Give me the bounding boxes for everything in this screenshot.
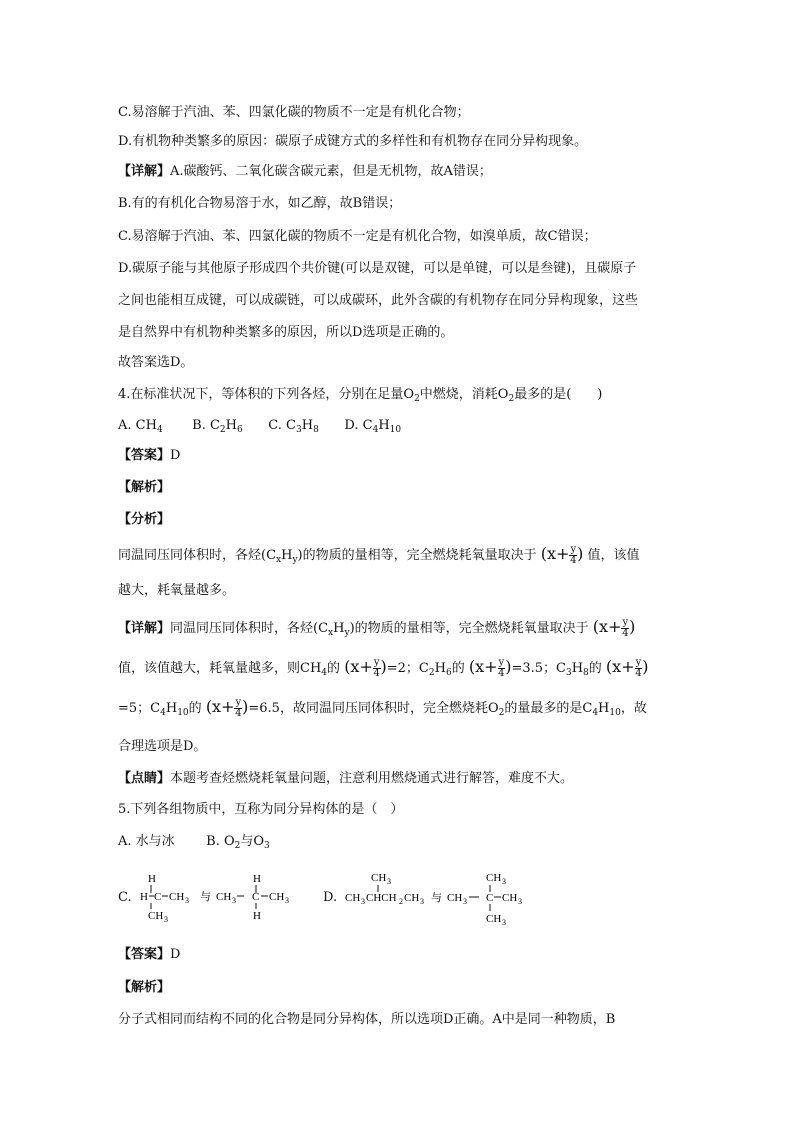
option-c: C. $C_3H_8$: [268, 418, 319, 435]
fraction: $\frac{y}{4}$: [235, 697, 242, 719]
section-tag: 【分析】: [118, 512, 171, 527]
answer-value: D: [170, 448, 181, 463]
svg-text:CH: CH: [216, 891, 232, 903]
fraction: $\frac{y}{4}$: [570, 544, 577, 566]
svg-text:CH: CH: [269, 891, 285, 903]
text-line: D.碳原子能与其他原子形成四个共价键(可以是双键，可以是单键，可以是叁键)，且碳原子: [118, 261, 637, 276]
svg-text:3: 3: [387, 877, 391, 886]
text-span: A.碳酸钙、二氧化碳含碳元素，但是无机物，故A错误；: [170, 164, 492, 179]
svg-text:3: 3: [463, 897, 467, 906]
option-a: A. $CH_4$: [118, 418, 163, 435]
analysis-line-1: 同温同压同体积时，各烃$(C_xH_y)$的物质的量相等，完全燃烧耗氧量取决于 (x+ $\frac{y}{4}$ ) 值，该值: [118, 544, 640, 566]
svg-text:2: 2: [399, 897, 403, 906]
option-b: B. $O_2$与$O_3$: [206, 834, 270, 851]
section-tag: 【答案】: [118, 448, 171, 463]
question-5-stem: 5.下列各组物质中，互称为同分异构体的是（ ）: [118, 802, 404, 817]
text-line: [118, 163, 492, 181]
svg-text:C: C: [154, 891, 162, 903]
section-tag: 【解析】: [118, 480, 171, 495]
svg-text:CH: CH: [447, 892, 463, 904]
tip-line: 【点睛】本题考查烃燃烧耗氧量问题，注意利用燃烧通式进行解答，难度不大。: [118, 771, 574, 786]
text-line: 之间也能相互成键，可以成碳链，可以成碳环，此外含碳的有机物存在同分异构现象，这些: [118, 293, 639, 308]
question-4-options: [118, 417, 401, 435]
option-d: D. $C_4H_{10}$: [344, 418, 402, 435]
svg-text:C: C: [486, 892, 494, 904]
option-a: A. 水与冰: [118, 834, 175, 849]
text-line: 是自然界中有机物种类繁多的原因，所以D选项是正确的。: [118, 325, 454, 340]
text-line: B.有的有机化合物易溶于水，如乙醇，故B错误；: [118, 196, 402, 211]
subscript: 2: [508, 394, 515, 404]
svg-text:CH: CH: [502, 892, 518, 904]
text-line: 故答案选D。: [118, 355, 194, 370]
svg-text:3: 3: [502, 918, 506, 926]
section-tag: 【解析】: [118, 980, 171, 995]
svg-text:CH: CH: [169, 891, 185, 903]
detail-line-3: =5；$C_4H_{10}$的 (x+ $\frac{y}{4}$ )=6.5，故同温同压同体积时，完全燃烧耗$O_2$的量最多的是$C_4H_{10}$，故: [118, 697, 647, 719]
detail-line-2: 值，该值越大，耗氧量越多，则$CH_4$的 (x+ $\frac{y}{4}$ )=2；$C_2H_6$的 (x+ $\frac{y}{4}$ )=3.5；$C_3H_8$的 (x+ $\frac{y}{4}$ ): [118, 657, 649, 679]
text-line: C.易溶解于汽油、苯、四氯化碳的物质不一定是有机化合物，如溴单质，故C错误；: [118, 229, 597, 244]
svg-text:3: 3: [285, 896, 289, 905]
text-span: 4.在标准状况下，等体积的下列各烃，分别在足量O: [118, 387, 415, 402]
text-span: 最多的是( ): [514, 387, 603, 402]
svg-text:CH: CH: [371, 872, 387, 884]
answer-line: 【答案】D: [118, 947, 181, 962]
svg-text:H: H: [140, 891, 148, 903]
svg-text:C: C: [252, 891, 260, 903]
text-span: 与: [200, 891, 211, 903]
svg-text:3: 3: [185, 896, 189, 905]
svg-text:3: 3: [502, 877, 506, 886]
section-tag: 【详解】: [118, 164, 171, 179]
text-span: 与: [431, 892, 442, 904]
svg-text:CH: CH: [486, 872, 502, 884]
answer-line: [118, 447, 180, 465]
option-d-label: D.: [323, 890, 338, 905]
text-span: 中燃烧，消耗O: [419, 387, 509, 402]
option-d-structures: [345, 866, 545, 926]
detail-line-1: 【详解】同温同压同体积时，各烃$(C_xH_y)$的物质的量相等，完全燃烧耗氧量取决于 (x+ $\frac{y}{4}$ ): [118, 617, 636, 639]
option-b: B. $C_2H_6$: [192, 418, 243, 435]
svg-text:3: 3: [518, 897, 522, 906]
detail-line-4: 合理选项是D。: [118, 739, 207, 754]
svg-text:CH: CH: [148, 910, 164, 922]
fraction: $\frac{y}{4}$: [622, 617, 629, 639]
fraction: $\frac{y}{4}$: [373, 657, 380, 679]
text-line: C.易溶解于汽油、苯、四氯化碳的物质不一定是有机化合物；: [118, 105, 470, 120]
svg-text:3: 3: [361, 897, 365, 906]
fraction: $\frac{y}{4}$: [498, 657, 505, 679]
subscript: 2: [414, 394, 420, 404]
svg-text:CHCH: CHCH: [366, 892, 397, 904]
svg-text:CH: CH: [486, 913, 502, 925]
svg-text:3: 3: [164, 915, 168, 924]
text-line: D.有机物种类繁多的原因：碳原子成键方式的多样性和有机物存在同分异构现象。: [118, 134, 588, 149]
svg-text:H: H: [253, 873, 261, 885]
svg-text:3: 3: [232, 896, 236, 905]
option-c-label: C.: [118, 890, 132, 905]
text-line: 分子式相同而结构不同的化合物是同分异构体，所以选项D正确。A中是同一种物质，B: [118, 1012, 616, 1027]
svg-text:CH: CH: [404, 892, 420, 904]
question-4-stem: [118, 386, 602, 404]
svg-text:H: H: [148, 873, 156, 885]
question-5-options-ab: [118, 833, 270, 851]
svg-text:3: 3: [420, 897, 424, 906]
svg-text:H: H: [253, 910, 261, 922]
option-c-structures: [140, 868, 310, 924]
fraction: $\frac{y}{4}$: [635, 657, 642, 679]
svg-text:CH: CH: [345, 892, 361, 904]
analysis-line-2: 越大，耗氧量越多。: [118, 583, 236, 598]
